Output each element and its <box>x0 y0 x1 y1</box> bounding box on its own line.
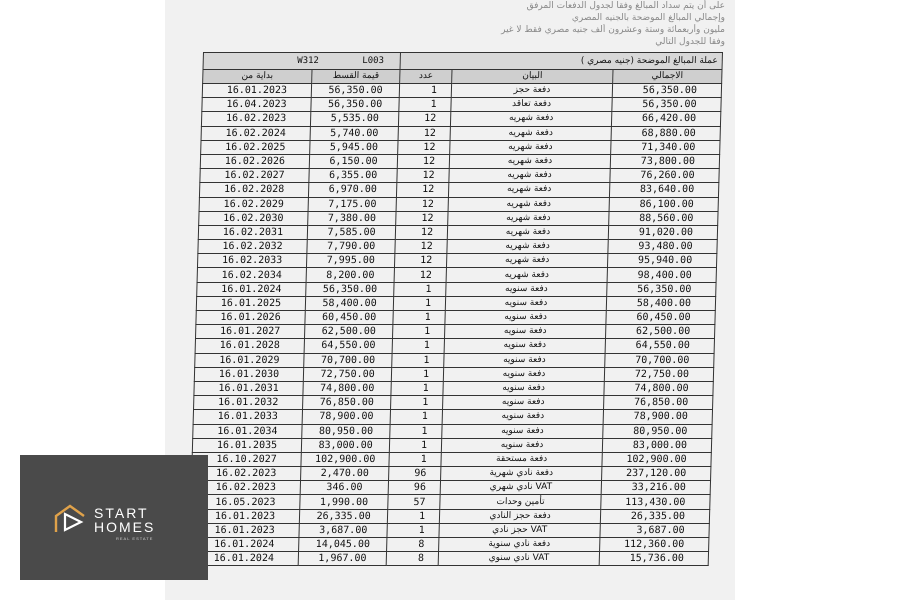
count-cell: 96 <box>388 481 440 495</box>
total-cell: 83,000.00 <box>602 438 711 452</box>
table-row <box>201 140 720 154</box>
amount-cell: 6,150.00 <box>309 154 398 168</box>
date-cell: 16.01.2027 <box>195 325 304 339</box>
amount-cell: 102,900.00 <box>301 452 390 466</box>
date-cell: 16.02.2024 <box>201 126 310 140</box>
description-cell: دفعة سنويه <box>444 353 605 367</box>
header-line: على أن يتم سداد المبالغ وفقا لجدول الدفعات المرفق <box>526 1 725 11</box>
description-cell: دفعة سنويه <box>445 311 606 325</box>
total-cell: 83,640.00 <box>609 183 718 197</box>
total-cell: 72,750.00 <box>604 367 713 381</box>
table-row <box>199 183 718 197</box>
total-cell: 66,420.00 <box>611 112 720 126</box>
table-row <box>201 112 720 126</box>
date-cell: 16.01.2023 <box>190 509 299 523</box>
count-cell: 12 <box>396 211 448 225</box>
count-cell: 96 <box>389 467 441 481</box>
total-cell: 102,900.00 <box>602 452 711 466</box>
description-cell: دفعة حجز <box>451 84 612 98</box>
table-row <box>196 311 715 325</box>
description-cell: VAT نادي شهري <box>440 481 601 495</box>
description-cell: دفعة شهريه <box>447 240 608 254</box>
date-cell: 16.02.2023 <box>191 481 300 495</box>
description-cell: دفعة سنويه <box>442 424 603 438</box>
description-cell: دفعة شهريه <box>451 112 612 126</box>
date-cell: 16.02.2030 <box>199 211 308 225</box>
table-row <box>201 126 720 140</box>
total-cell: 64,550.00 <box>605 339 714 353</box>
date-cell: 16.01.2034 <box>193 424 302 438</box>
date-cell: 16.02.2027 <box>200 169 309 183</box>
total-cell: 56,350.00 <box>607 282 716 296</box>
amount-cell: 5,535.00 <box>310 112 399 126</box>
table-row <box>197 282 716 296</box>
date-cell: 16.01.2025 <box>196 296 305 310</box>
date-cell: 16.01.2024 <box>197 282 306 296</box>
description-cell: دفعة شهريه <box>450 140 611 154</box>
date-cell: 16.01.2030 <box>194 367 303 381</box>
amount-cell: 7,380.00 <box>308 211 397 225</box>
total-cell: 60,450.00 <box>606 311 715 325</box>
amount-cell: 56,350.00 <box>306 282 395 296</box>
description-cell: دفعة مستحقة <box>441 452 602 466</box>
contract-header-text <box>205 0 725 50</box>
count-cell: 1 <box>388 509 440 523</box>
description-cell: دفعة شهريه <box>448 197 609 211</box>
total-cell: 70,700.00 <box>605 353 714 367</box>
count-cell: 12 <box>395 225 447 239</box>
total-cell: 58,400.00 <box>606 296 715 310</box>
date-cell: 16.02.2032 <box>198 240 307 254</box>
date-cell: 16.02.2026 <box>200 154 309 168</box>
count-cell: 1 <box>389 452 441 466</box>
total-cell: 73,800.00 <box>610 154 719 168</box>
count-cell: 12 <box>399 112 451 126</box>
amount-cell: 70,700.00 <box>304 353 393 367</box>
description-cell: دفعة شهريه <box>449 154 610 168</box>
header-description: البيان <box>452 70 613 84</box>
count-cell: 12 <box>395 240 447 254</box>
amount-cell: 7,585.00 <box>307 225 396 239</box>
description-cell: دفعة نادي شهرية <box>441 467 602 481</box>
total-cell: 56,350.00 <box>612 84 721 98</box>
total-cell: 113,430.00 <box>601 495 710 509</box>
date-cell: 16.01.2035 <box>192 438 301 452</box>
table-row <box>190 509 709 523</box>
description-cell: دفعة حجز النادي <box>439 509 600 523</box>
description-cell: دفعة تعاقد <box>451 98 612 112</box>
table-row <box>202 84 721 98</box>
header-amount: قيمة القسط <box>312 70 401 84</box>
count-cell: 12 <box>398 140 450 154</box>
table-row <box>198 240 717 254</box>
amount-cell: 80,950.00 <box>302 424 391 438</box>
logo-word-start: START <box>94 505 149 521</box>
description-cell: دفعة شهريه <box>447 225 608 239</box>
table-row <box>200 169 719 183</box>
table-row <box>199 197 718 211</box>
amount-cell: 83,000.00 <box>301 438 390 452</box>
table-row <box>194 367 713 381</box>
amount-cell: 62,500.00 <box>304 325 393 339</box>
table-row <box>189 552 708 566</box>
amount-cell: 7,790.00 <box>307 240 396 254</box>
amount-cell: 7,175.00 <box>308 197 397 211</box>
total-cell: 3,687.00 <box>600 523 709 537</box>
amount-cell: 58,400.00 <box>305 296 394 310</box>
date-cell: 16.10.2027 <box>192 452 301 466</box>
table-header-row <box>203 70 722 84</box>
total-cell: 237,120.00 <box>601 467 710 481</box>
count-cell: 8 <box>387 538 439 552</box>
description-cell: دفعة سنويه <box>443 381 604 395</box>
unit-code-cell <box>203 53 401 70</box>
amount-cell: 64,550.00 <box>304 339 393 353</box>
description-cell: دفعة سنويه <box>445 296 606 310</box>
count-cell: 12 <box>397 183 449 197</box>
logo-tagline: REAL ESTATE <box>116 536 154 541</box>
description-cell: دفعة سنويه <box>443 367 604 381</box>
total-cell: 15,736.00 <box>599 552 708 566</box>
description-cell: دفعة شهريه <box>446 268 607 282</box>
total-cell: 33,216.00 <box>601 481 710 495</box>
amount-cell: 3,687.00 <box>299 523 388 537</box>
description-cell: دفعة شهريه <box>447 254 608 268</box>
count-cell: 1 <box>391 396 443 410</box>
count-cell: 12 <box>398 126 450 140</box>
count-cell: 1 <box>390 424 442 438</box>
total-cell: 56,350.00 <box>612 98 721 112</box>
date-cell: 16.01.2033 <box>193 410 302 424</box>
table-row <box>197 254 716 268</box>
count-cell: 57 <box>388 495 440 509</box>
total-cell: 74,800.00 <box>604 381 713 395</box>
date-cell: 16.04.2023 <box>202 98 311 112</box>
amount-cell: 8,200.00 <box>306 268 395 282</box>
table-row <box>195 353 714 367</box>
count-cell: 1 <box>393 311 445 325</box>
table-row <box>198 225 717 239</box>
table-row <box>196 296 715 310</box>
count-cell: 1 <box>391 381 443 395</box>
date-cell: 16.01.2029 <box>195 353 304 367</box>
house-play-icon <box>54 504 90 534</box>
amount-cell: 78,900.00 <box>302 410 391 424</box>
date-cell: 16.02.2025 <box>201 140 310 154</box>
total-cell: 80,950.00 <box>603 424 712 438</box>
count-cell: 1 <box>390 410 442 424</box>
total-cell: 86,100.00 <box>609 197 718 211</box>
count-cell: 1 <box>393 325 445 339</box>
date-cell: 16.02.2023 <box>192 467 301 481</box>
amount-cell: 5,740.00 <box>310 126 399 140</box>
description-cell: دفعة سنويه <box>445 325 606 339</box>
date-cell: 16.01.2023 <box>190 523 299 537</box>
unit-code: W312 <box>297 55 320 66</box>
amount-cell: 6,970.00 <box>308 183 397 197</box>
header-line: وفقا للجدول التالي <box>655 37 725 47</box>
total-cell: 26,335.00 <box>600 509 709 523</box>
amount-cell: 2,470.00 <box>301 467 390 481</box>
total-cell: 62,500.00 <box>605 325 714 339</box>
date-cell: 16.02.2034 <box>197 268 306 282</box>
payment-schedule-sheet <box>189 52 723 566</box>
date-cell: 16.01.2024 <box>189 552 298 566</box>
table-row <box>193 410 712 424</box>
start-homes-logo <box>20 455 208 580</box>
table-row <box>192 438 711 452</box>
table-row <box>191 495 710 509</box>
count-cell: 1 <box>392 339 444 353</box>
currency-title: عملة المبالغ الموضحة (جنيه مصري ) <box>400 53 722 70</box>
total-cell: 112,360.00 <box>600 538 709 552</box>
count-cell: 1 <box>399 98 451 112</box>
total-cell: 95,940.00 <box>607 254 716 268</box>
description-cell: دفعة سنويه <box>446 282 607 296</box>
table-row <box>192 467 711 481</box>
table-row <box>197 268 716 282</box>
header-line: مليون وأربعمائة وستة وعشرون ألف جنيه مصري فقط لا غير <box>501 25 725 35</box>
table-row <box>194 381 713 395</box>
header-count: عدد <box>400 70 452 84</box>
date-cell: 16.01.2031 <box>194 381 303 395</box>
table-meta-row <box>203 53 722 70</box>
amount-cell: 74,800.00 <box>303 381 392 395</box>
unit-number: L003 <box>362 55 385 66</box>
total-cell: 76,260.00 <box>610 169 719 183</box>
description-cell: VAT نادي سنوي <box>438 552 599 566</box>
count-cell: 12 <box>395 254 447 268</box>
description-cell: دفعة سنويه <box>442 410 603 424</box>
description-cell: دفعة شهريه <box>449 169 610 183</box>
description-cell: دفعة سنويه <box>441 438 602 452</box>
description-cell: دفعة شهريه <box>449 183 610 197</box>
count-cell: 12 <box>397 169 449 183</box>
date-cell: 16.01.2032 <box>194 396 303 410</box>
date-cell: 16.02.2029 <box>199 197 308 211</box>
table-row <box>193 424 712 438</box>
date-cell: 16.01.2026 <box>196 311 305 325</box>
count-cell: 12 <box>397 154 449 168</box>
amount-cell: 346.00 <box>300 481 389 495</box>
amount-cell: 76,850.00 <box>302 396 391 410</box>
date-cell: 16.02.2028 <box>199 183 308 197</box>
amount-cell: 26,335.00 <box>299 509 388 523</box>
description-cell: تأمين وحدات <box>440 495 601 509</box>
description-cell: دفعة شهريه <box>448 211 609 225</box>
count-cell: 1 <box>390 438 442 452</box>
date-cell: 16.02.2023 <box>201 112 310 126</box>
table-row <box>199 211 718 225</box>
amount-cell: 7,995.00 <box>306 254 395 268</box>
count-cell: 1 <box>392 367 444 381</box>
header-line: وإجمالي المبالغ الموضحة بالجنيه المصري <box>571 13 725 23</box>
count-cell: 1 <box>387 523 439 537</box>
date-cell: 16.01.2028 <box>195 339 304 353</box>
amount-cell: 1,990.00 <box>300 495 389 509</box>
description-cell: دفعة نادي سنوية <box>439 538 600 552</box>
total-cell: 93,480.00 <box>608 240 717 254</box>
table-row <box>194 396 713 410</box>
amount-cell: 6,355.00 <box>309 169 398 183</box>
count-cell: 12 <box>396 197 448 211</box>
total-cell: 98,400.00 <box>607 268 716 282</box>
description-cell: دفعة شهريه <box>450 126 611 140</box>
amount-cell: 5,945.00 <box>310 140 399 154</box>
total-cell: 68,880.00 <box>611 126 720 140</box>
amount-cell: 1,967.00 <box>298 552 387 566</box>
amount-cell: 14,045.00 <box>299 538 388 552</box>
description-cell: دفعة سنويه <box>444 339 605 353</box>
table-row <box>195 339 714 353</box>
description-cell: VAT حجز نادي <box>439 523 600 537</box>
table-row <box>190 538 709 552</box>
table-row <box>195 325 714 339</box>
count-cell: 1 <box>394 282 446 296</box>
total-cell: 88,560.00 <box>609 211 718 225</box>
table-row <box>200 154 719 168</box>
count-cell: 8 <box>386 552 438 566</box>
count-cell: 1 <box>392 353 444 367</box>
document-photo <box>165 0 735 600</box>
table-row <box>190 523 709 537</box>
payment-schedule-table <box>189 52 723 566</box>
date-cell: 16.02.2033 <box>197 254 306 268</box>
count-cell: 1 <box>399 84 451 98</box>
total-cell: 91,020.00 <box>608 225 717 239</box>
count-cell: 1 <box>393 296 445 310</box>
description-cell: دفعة سنويه <box>443 396 604 410</box>
table-row <box>202 98 721 112</box>
date-cell: 16.05.2023 <box>191 495 300 509</box>
total-cell: 76,850.00 <box>603 396 712 410</box>
date-cell: 16.01.2023 <box>202 84 311 98</box>
table-row <box>191 481 710 495</box>
header-start-date: بداية من <box>203 70 312 84</box>
header-total: الاجمالي <box>613 70 722 84</box>
date-cell: 16.01.2024 <box>190 538 299 552</box>
amount-cell: 72,750.00 <box>303 367 392 381</box>
amount-cell: 60,450.00 <box>305 311 394 325</box>
total-cell: 78,900.00 <box>603 410 712 424</box>
logo-word-homes: HOMES <box>94 519 156 535</box>
table-row <box>192 452 711 466</box>
amount-cell: 56,350.00 <box>311 98 400 112</box>
count-cell: 12 <box>394 268 446 282</box>
date-cell: 16.02.2031 <box>198 225 307 239</box>
total-cell: 71,340.00 <box>611 140 720 154</box>
amount-cell: 56,350.00 <box>311 84 400 98</box>
